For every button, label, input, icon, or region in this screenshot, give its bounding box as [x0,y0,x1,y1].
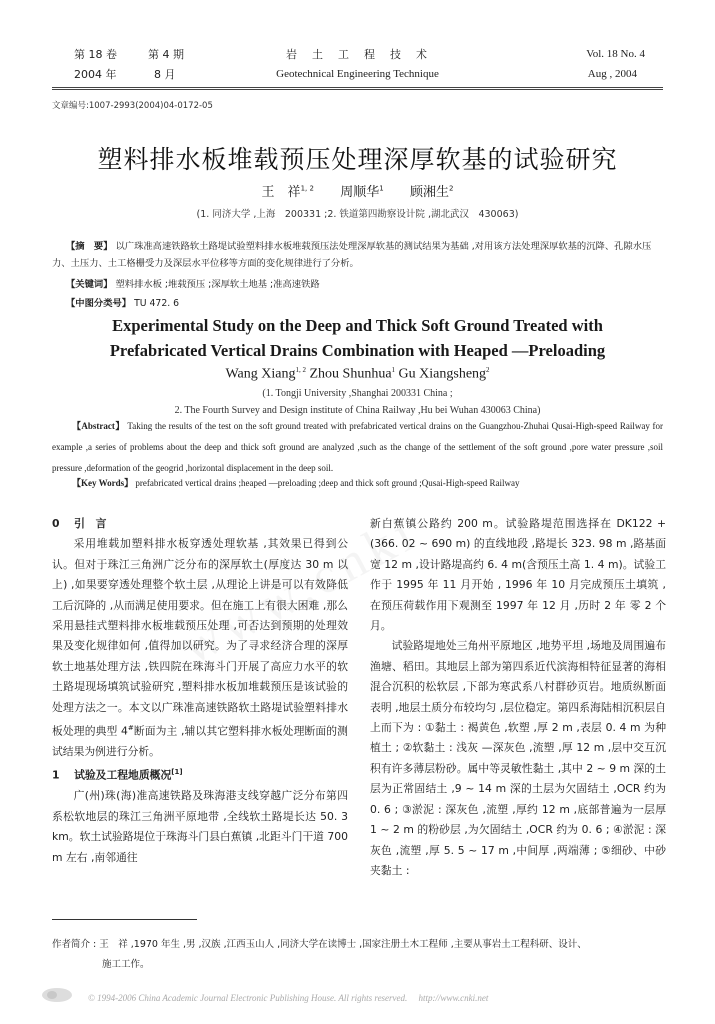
keywords-cn [52,276,677,293]
footnote-line2: 施工工作。 [102,959,150,970]
title-en-line1: Experimental Study on the Deep and Thick Soft Ground Treated with [112,316,603,335]
copyright-notice: © 1994-2006 China Academic Journal Electronic Publishing House. All rights reserved. http://www.cnki.net [88,993,489,1003]
paragraph-intro-text: 采用堆载加塑料排水板穿透处理软基 ,其效果已得到公认。但对于珠江三角洲广泛分布的深厚软土(厚度达 30 m 以上) ,如果要穿透处理整个软土层 ,从理论上讲是可以有效降低工后沉降的 ,从而满足使用要求。但在施工上有很大困难 ,那么采用悬挂式塑料排水板堆载预压处理 ,可否达到预期的处理效果及变化规律如何 ,值得加以研究。为了寻求经济合理的深厚软土地基处理方法 ,铁四院在珠海斗门开展了高应力水平的软土路堤现场填筑试验研究 ,塑料排水板加堆载预压是该试验的处理方法之一。本文以广珠准高速铁路软土路堤试验塑料排水板处理的典型 4 [52,537,348,738]
issue-cn: 第 4 期 [148,48,184,61]
keywords-en-text: prefabricated vertical drains ;heaped —preloading ;deep and thick soft ground ;Qusai-High-speed Railway [135,478,520,488]
clc-text: TU 472. 6 [134,298,180,309]
journal-name-cn: 岩 土 工 程 技 术 [286,48,429,61]
paragraph-route: 新白蕉镇公路约 200 m。试验路堤范围选择在 DK122 + (366. 02 ~ 690 m) 的直线地段 ,路堤长 323. 98 m ,路基面宽 12 m ,设计路堤高约 6. 4 m(含预压土高 1. 4 m)。试验工作于 1995 年 11 月开始 , 1996 年 10 月完成预压土填筑 ,在预压荷载作用下观测至 1997 年 12 月 ,历时 2 年 零 2 个月。 [370,517,666,633]
title-cn: 塑料排水板堆载预压处理深厚软基的试验研究 [97,145,618,174]
author-2-cn: 周顺华 [340,185,380,200]
affiliation-cn: (1. 同济大学 ,上海 200331 ;2. 铁道第四勘察设计院 ,湖北武汉 430063) [196,209,519,220]
section-0-heading [52,514,348,534]
section-1-heading [52,762,348,786]
abstract-en-text: Taking the results of the test on the soft ground treated with prefabricated vertical drains on the Guangzhou-Zhuhai Qusai-High-speed Railway for example ,a series of problems about the deep and thick soft ground are analyzed ,such as the change of the settlement of the soft ground ,pore water pressure ,soil pressure ,deformation of the geogrid ,horizontal displacement in the deep soil. [52,421,663,473]
clc-number [52,295,677,312]
author-1-cn: 王 祥 [261,185,301,200]
title-en-line2: Prefabricated Vertical Drains Combination with Heaped —Preloading [109,341,606,360]
author-3-en: Gu Xiangsheng [398,366,487,382]
clc-label: 【中图分类号】 [66,298,132,309]
section-0-number: 0 [52,517,60,530]
body-left-column [52,514,348,868]
paragraph-intro [52,534,348,762]
section-mark: # [127,724,134,733]
header-rule-bottom [52,89,663,90]
paragraph-site: 广(州)珠(海)准高速铁路及珠海港支线穿越广泛分布第四系松软地层的珠江三角洲平原地带 ,全线软土路堤长达 50. 3 km。软土试验路堤位于珠海斗门县白蕉镇 ,北距斗门干道 700 m 左右 ,南邻通往 [52,789,348,864]
section-1-number: 1 [52,769,60,783]
body-right-column [370,514,666,881]
abstract-cn-label: 【摘 要】 [66,241,113,252]
paragraph-intro-end: 断面为主 ,辅以其它塑料排水板处理断面的测试结果为例进行分析。 [52,724,348,759]
section-0-title: 引 言 [74,517,107,530]
abstract-cn-text: 以广珠准高速铁路软土路堤试验塑料排水板堆载预压法处理深厚软基的测试结果为基础 ,对用该方法处理深厚软基的沉降、孔隙水压力、土压力、土工格栅受力及深层水平位移等方面的变化规律进行了分析。 [52,241,652,269]
volume-en: Vol. 18 No. 4 [586,48,645,60]
abstract-en [52,416,663,479]
author-2-sup: 1 [379,184,384,193]
year-cn: 2004 年 [74,68,117,81]
author-1-en-sup: 1, 2 [295,366,306,374]
month-cn: 8 月 [154,68,176,81]
volume-cn: 第 18 卷 [74,48,117,61]
keywords-en [52,473,683,494]
keywords-cn-label: 【关键词】 [66,279,113,290]
footnote-rule [52,919,197,920]
affiliation-en-line2: 2. The Fourth Survey and Design institute of China Railway ,Hu bei Wuhan 430063 China) [174,405,541,416]
footnote [52,935,663,975]
paragraph-geology: 试验路堤地处三角州平原地区 ,地势平坦 ,场地及周围遍布渔塘、稻田。其地层上部为第四系近代滨海相特征显著的海相混合沉积的松软层 ,下部为寒武系八村群砂页岩。地质纵断面表明 ,地层土质分布较均匀 ,层位稳定。第四系海陆相沉积层自上而下为 : ①黏土 : 褐黄色 ,软塑 ,厚 2 m ,表层 0. 4 m 为种植土 ; ②软黏土 : 浅灰 —深灰色 ,流塑 ,厚 12 m ,层中交互沉积有许多薄层粉砂。属中等灵敏性黏土 ,其中 2 ~ 9 m 深的土层为正常固结土 ,9 ~ 14 m 深的土层为欠固结土 ,OCR 约为 0. 6 ; ③淤泥 : 深灰色 ,流塑 ,厚约 12 m ,底部普遍为一层厚 1 ~ 2 m 的粉砂层 ,为欠固结土 ,OCR 约为 0. 6 ; ④淤泥 : 深灰色 ,流塑 ,厚 5. 5 ~ 17 m ,中间厚 ,两端薄 ; ⑤细砂、中砂夹黏土 : [370,639,666,877]
header-rule-top [52,87,663,88]
keywords-en-label: 【Key Words】 [72,478,134,488]
author-1-en: Wang Xiang [225,366,296,382]
abstract-cn [52,238,663,272]
article-number: 文章编号:1007-2993(2004)04-0172-05 [52,101,213,111]
footnote-line1: 作者简介 : 王 祥 ,1970 年生 ,男 ,汉族 ,江西玉山人 ,同济大学在读博士 ,国家注册土木工程师 ,主要从事岩土工程科研、设计、 [52,939,587,950]
date-en: Aug , 2004 [587,68,637,80]
authors-cn [0,181,715,200]
keywords-cn-text: 塑料排水板 ;堆载预压 ;深厚软土地基 ;准高速铁路 [115,279,320,290]
authors-en [0,366,715,383]
author-1-sup: 1, 2 [300,184,314,193]
author-3-en-sup: 2 [486,366,490,374]
reference-1: [1] [171,768,183,777]
section-1-title: 试验及工程地质概况 [74,769,172,783]
author-2-en: Zhou Shunhua [309,366,392,382]
author-2-en-sup: 1 [391,366,396,374]
author-3-cn: 顾湘生 [409,185,449,200]
author-3-sup: 2 [448,184,454,193]
abstract-en-label: 【Abstract】 [72,421,125,431]
journal-name-en: Geotechnical Engineering Technique [276,68,439,80]
publisher-logo-icon [40,986,74,1004]
affiliation-en-line1: (1. Tongji University ,Shanghai 200331 China ; [262,388,453,399]
